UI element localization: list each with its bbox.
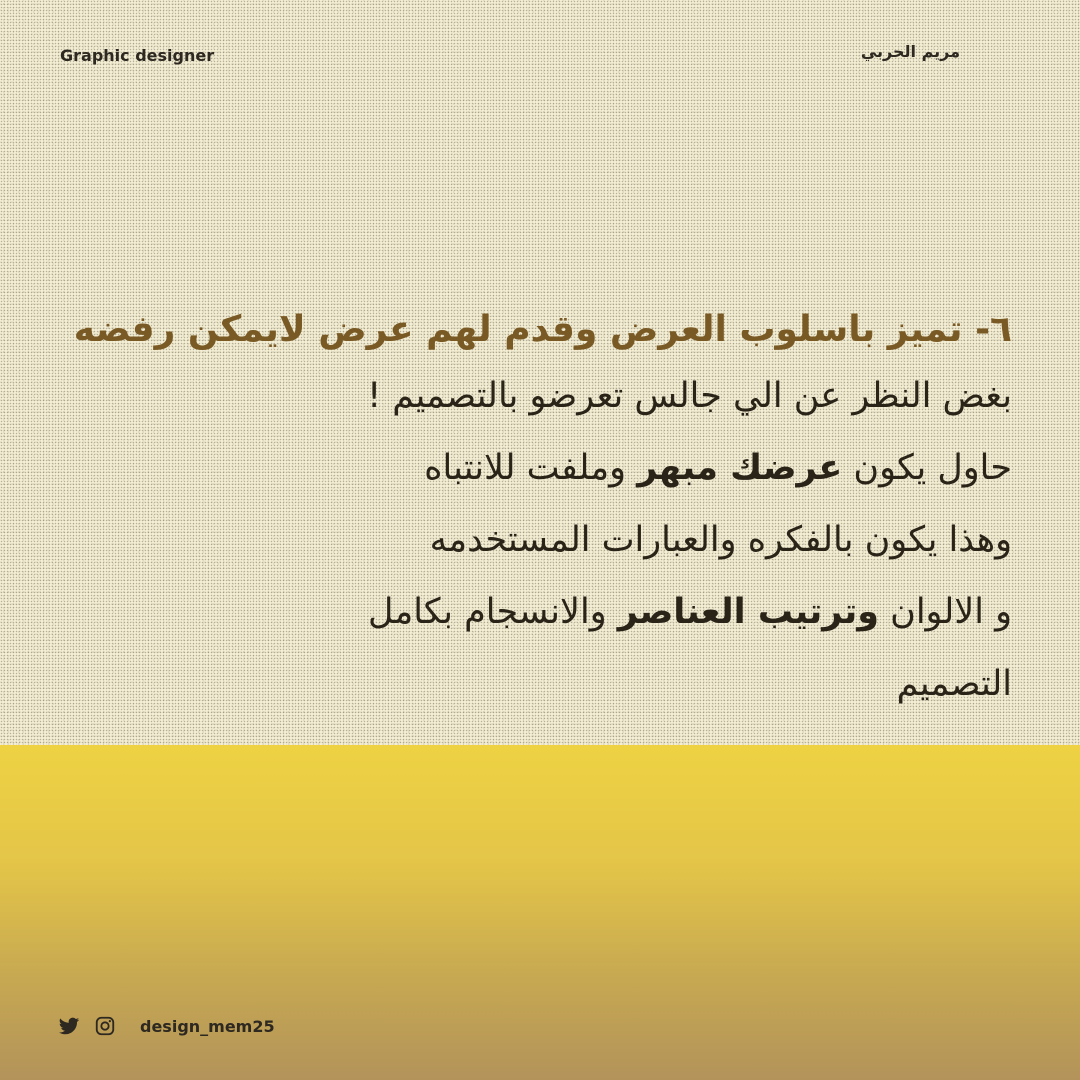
body-line-2-start: حاول يكون xyxy=(842,448,1012,488)
body-line-5: التصميم xyxy=(896,664,1012,704)
body-line-2 xyxy=(52,432,1012,504)
body-line-4 xyxy=(52,576,1012,648)
body-line-1: بغض النظر عن الي جالس تعرضو بالتصميم ! xyxy=(367,376,1012,416)
emphasis-impressive: عرضك مبهر xyxy=(637,448,843,488)
twitter-icon[interactable] xyxy=(58,1015,80,1037)
body-line-4-end: والانسجام بكامل xyxy=(368,592,618,632)
social-handle[interactable]: design_mem25 xyxy=(140,1016,275,1036)
body-line-3: وهذا يكون بالفكره والعبارات المستخدمه xyxy=(429,520,1012,560)
brand-english: Graphic designer xyxy=(60,46,215,65)
body-line-2-end: وملفت للانتباه xyxy=(424,448,638,488)
tip-heading: ٦- تميز باسلوب العرض وقدم لهم عرض لايمكن رفضه xyxy=(73,309,1012,350)
body-line-4-start: و الالوان xyxy=(878,592,1012,632)
social-footer xyxy=(58,1012,275,1040)
main-content xyxy=(52,300,1012,720)
emphasis-arrangement: وترتيب العناصر xyxy=(617,592,879,632)
instagram-icon[interactable] xyxy=(94,1015,116,1037)
brand-arabic: مريم الحربي xyxy=(860,42,960,61)
